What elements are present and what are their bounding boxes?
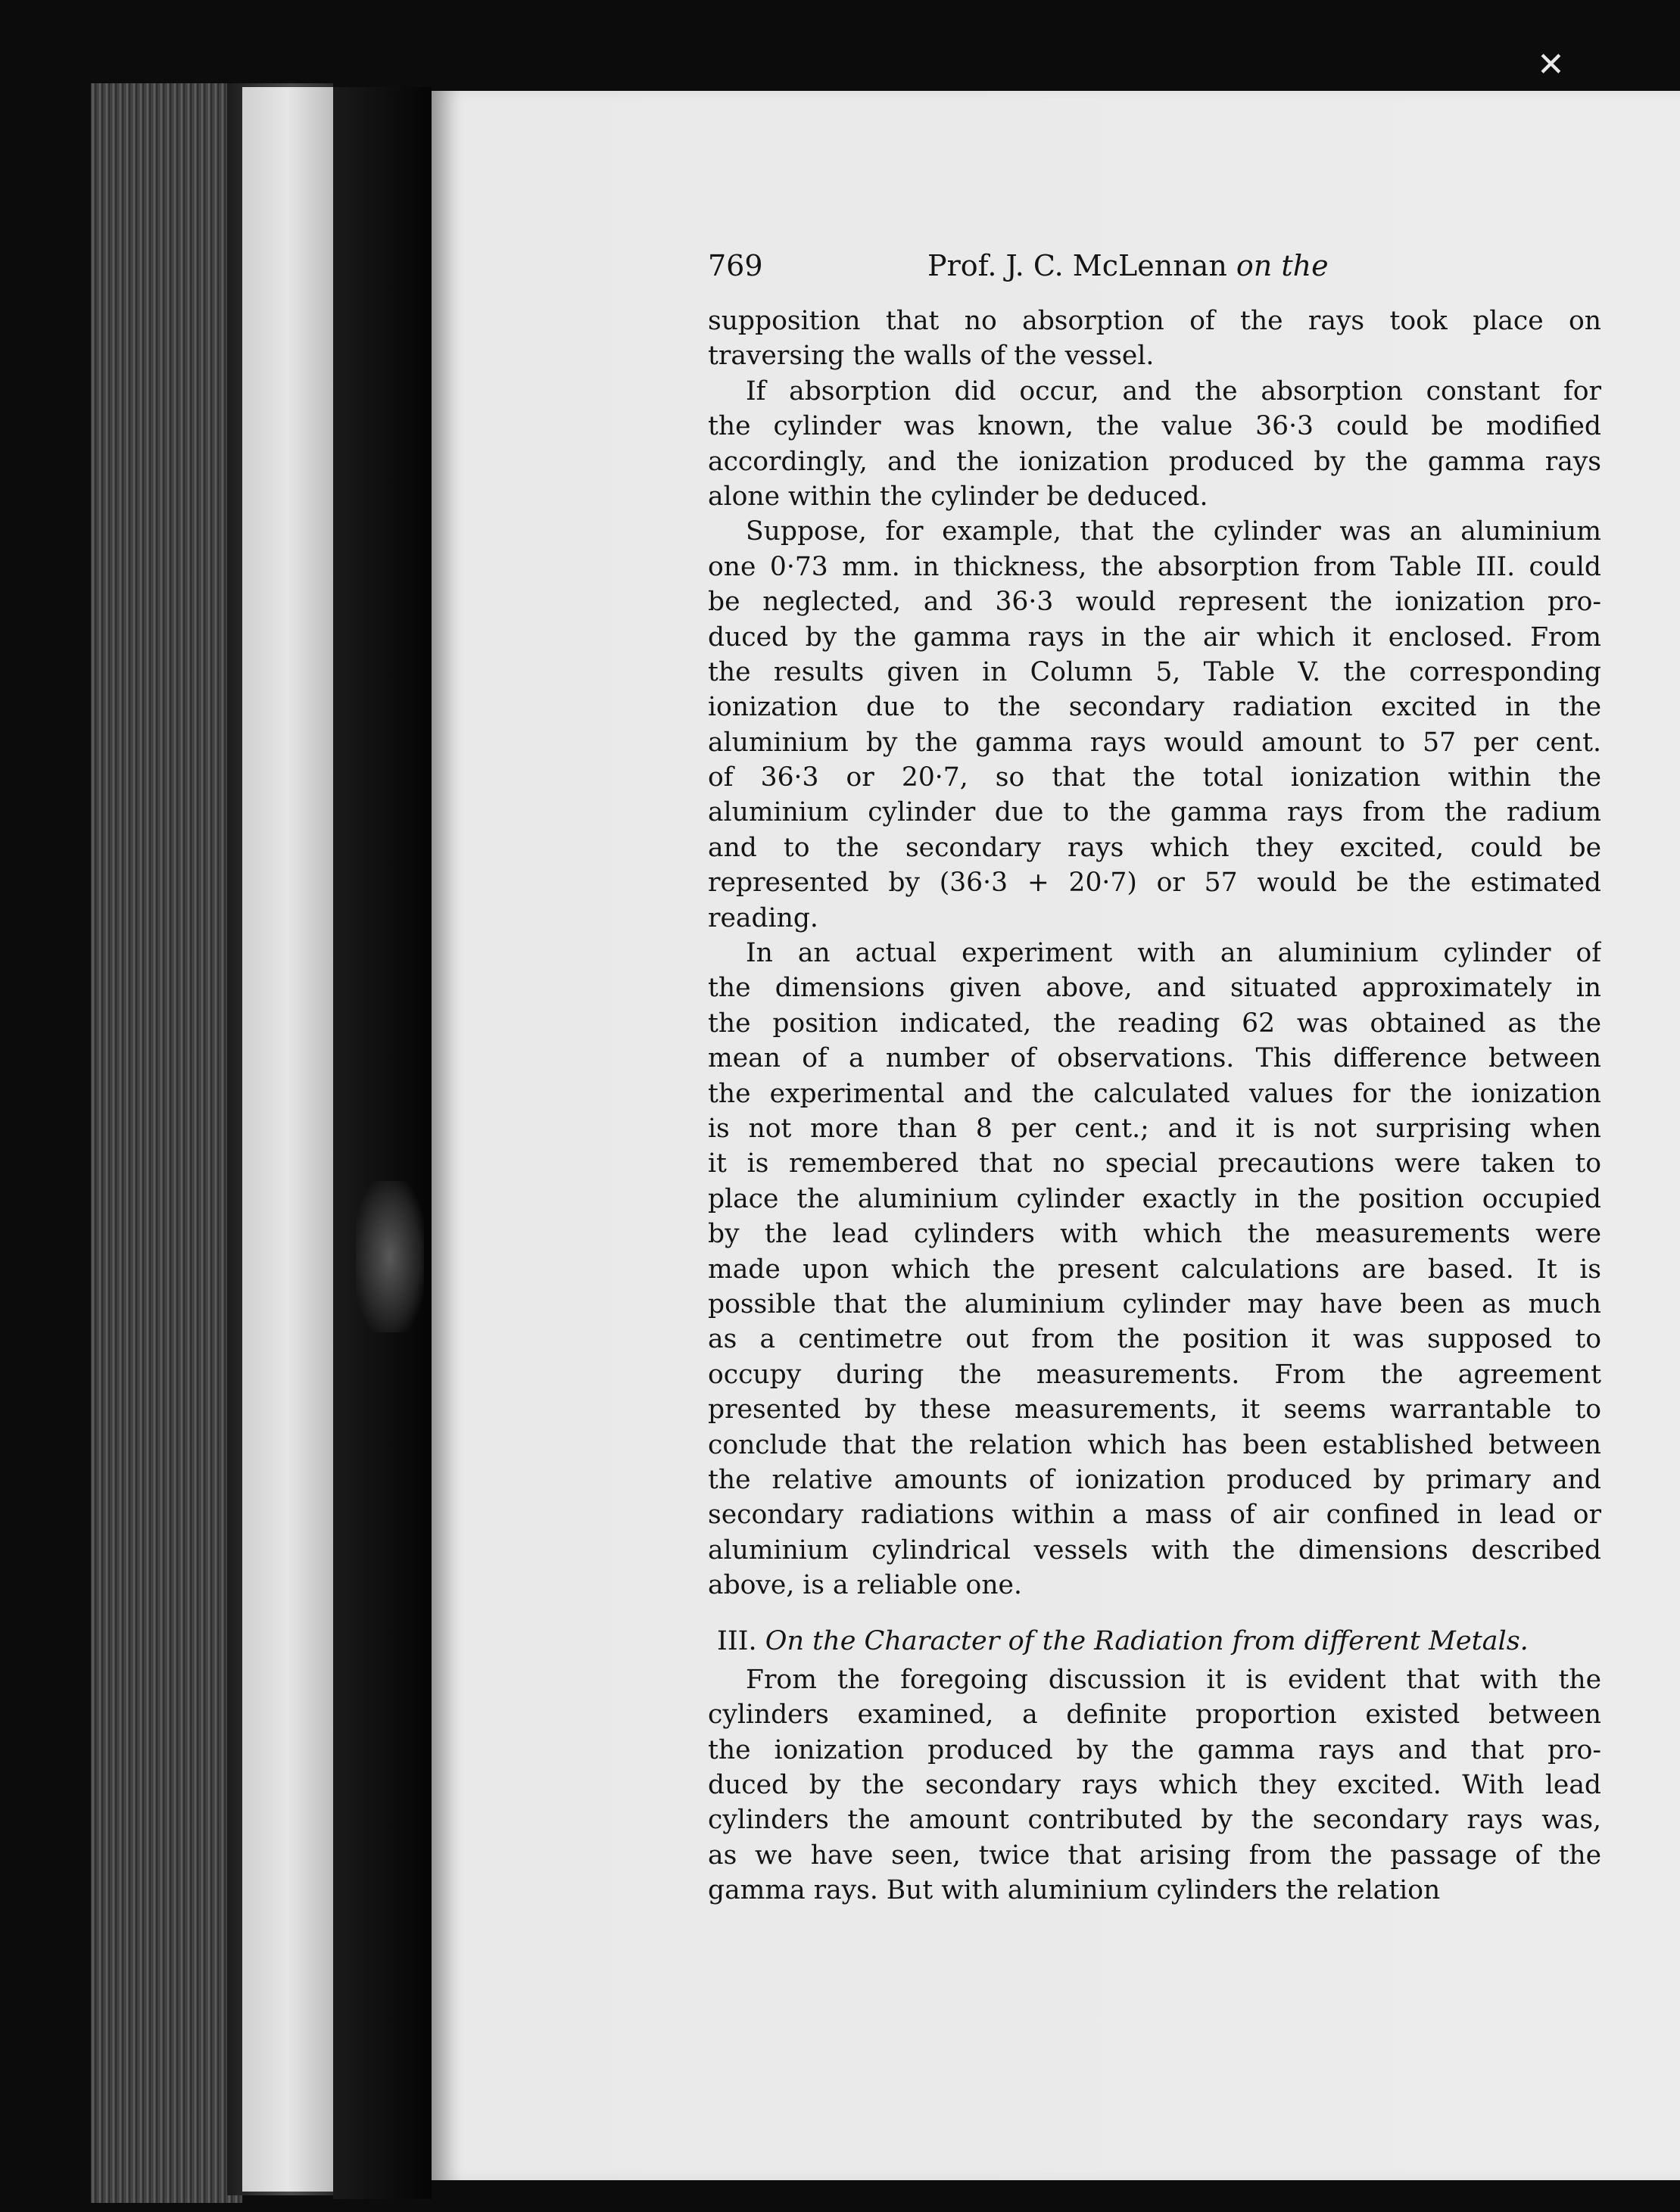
text-line: ionization due to the secondary radiation excited in the xyxy=(708,692,1601,723)
page-number: 769 xyxy=(708,249,763,282)
text-line: aluminium cylinder due to the gamma rays from the radium xyxy=(708,797,1601,828)
page-text xyxy=(708,246,1601,1908)
text-line: one 0·73 mm. in thickness, the absorption from Table III. could xyxy=(708,551,1601,582)
text-line: From the foregoing discussion it is evident that with the xyxy=(746,1664,1601,1695)
text-line: aluminium by the gamma rays would amount to 57 per cent. xyxy=(708,727,1601,758)
text-line: as we have seen, twice that arising from the passage of the xyxy=(708,1840,1601,1871)
text-line: supposition that no absorption of the rays took place on xyxy=(708,306,1601,336)
text-line: accordingly, and the ionization produced by the gamma rays xyxy=(708,446,1601,477)
paragraph xyxy=(708,514,1601,936)
text-line: the ionization produced by the gamma rays and that pro- xyxy=(708,1734,1601,1765)
text-line: occupy during the measurements. From the agreement xyxy=(708,1359,1601,1390)
corner-speck: ✕ xyxy=(1537,45,1565,84)
text-line: secondary radiations within a mass of air confined in lead or xyxy=(708,1500,1601,1531)
paragraph xyxy=(708,1662,1601,1908)
text-line: presented by these measurements, it seems warrantable to xyxy=(708,1394,1601,1425)
section-heading xyxy=(708,1624,1601,1659)
text-line: represented by (36·3 + 20·7) or 57 would be the estimated xyxy=(708,868,1601,899)
paragraph xyxy=(708,304,1601,374)
section-number: III. xyxy=(717,1626,757,1657)
paragraph xyxy=(708,936,1601,1603)
gutter-smudge xyxy=(356,1181,424,1332)
text-line: Suppose, for example, that the cylinder was an aluminium xyxy=(746,516,1601,547)
page-header xyxy=(708,246,1601,304)
running-head-author: Prof. J. C. McLennan xyxy=(927,249,1227,282)
text-line: by the lead cylinders with which the measurements were xyxy=(708,1219,1601,1250)
paragraph xyxy=(708,374,1601,515)
text-line: as a centimetre out from the position it was supposed to xyxy=(708,1324,1601,1355)
text-line: duced by the gamma rays in the air which it enclosed. From xyxy=(708,622,1601,653)
text-line: alone within the cylinder be deduced. xyxy=(708,481,1208,512)
text-line: cylinders examined, a definite proportion existed between xyxy=(708,1700,1601,1731)
text-line: reading. xyxy=(708,902,818,933)
text-line: made upon which the present calculations are based. It is xyxy=(708,1254,1601,1285)
running-head xyxy=(927,249,1329,282)
text-line: aluminium cylindrical vessels with the dimensions described xyxy=(708,1534,1601,1566)
text-line: the position indicated, the reading 62 was obtained as the xyxy=(708,1008,1601,1039)
text-line: If absorption did occur, and the absorption constant for xyxy=(746,375,1601,407)
text-line: In an actual experiment with an aluminium cylinder of xyxy=(746,938,1601,969)
text-line: place the aluminium cylinder exactly in the position occupied xyxy=(708,1183,1601,1214)
text-line: the relative amounts of ionization produced by primary and xyxy=(708,1464,1601,1495)
text-line: mean of a number of observations. This difference between xyxy=(708,1043,1601,1074)
page-edges xyxy=(91,83,242,2203)
text-line: cylinders the amount contributed by the secondary rays was, xyxy=(708,1805,1601,1836)
text-line: traversing the walls of the vessel. xyxy=(708,341,1155,372)
text-line: the results given in Column 5, Table V. the corresponding xyxy=(708,656,1601,687)
text-line: the experimental and the calculated values for the ionization xyxy=(708,1078,1601,1109)
text-line: the dimensions given above, and situated approximately in xyxy=(708,973,1601,1004)
text-line: is not more than 8 per cent.; and it is not surprising when xyxy=(708,1113,1601,1144)
text-line: of 36·3 or 20·7, so that the total ionization within the xyxy=(708,762,1601,793)
text-line: above, is a reliable one. xyxy=(708,1570,1022,1601)
previous-page-edge xyxy=(242,87,333,2192)
running-head-suffix: on the xyxy=(1236,249,1329,282)
body-paragraphs xyxy=(708,304,1601,1603)
text-line: duced by the secondary rays which they excited. With lead xyxy=(708,1770,1601,1801)
text-line: be neglected, and 36·3 would represent the ionization pro- xyxy=(708,587,1601,618)
text-line: and to the secondary rays which they excited, could be xyxy=(708,832,1601,863)
section-title: On the Character of the Radiation from different Metals. xyxy=(765,1626,1529,1657)
text-line: it is remembered that no special precautions were taken to xyxy=(708,1148,1601,1179)
text-line: gamma rays. But with aluminium cylinders the relation xyxy=(708,1875,1441,1906)
book-binding-gutter xyxy=(333,87,432,2199)
text-line: the cylinder was known, the value 36·3 could be modified xyxy=(708,411,1601,442)
text-line: possible that the aluminium cylinder may have been as much xyxy=(708,1288,1601,1319)
text-line: conclude that the relation which has been established between xyxy=(708,1429,1601,1460)
section-paragraphs xyxy=(708,1662,1601,1908)
